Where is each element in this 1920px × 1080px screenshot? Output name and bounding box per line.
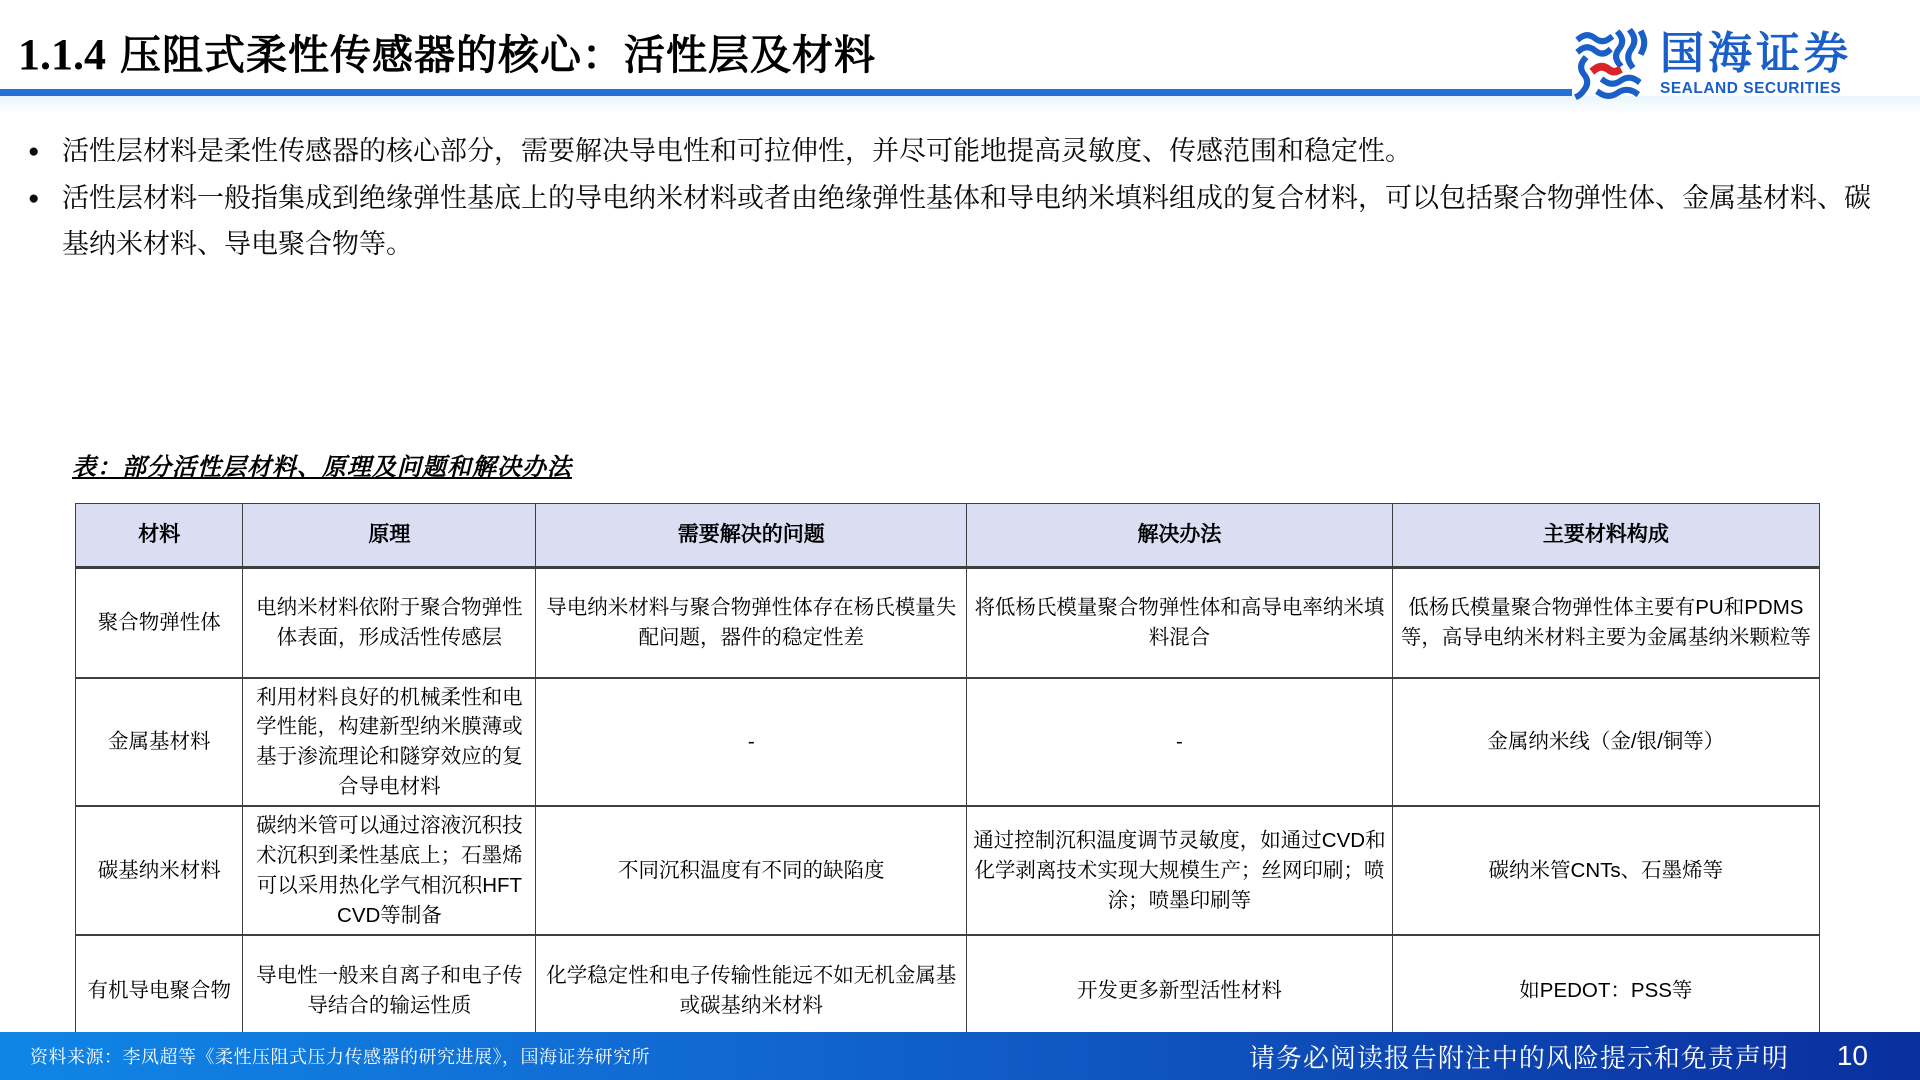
table-caption: 表：部分活性层材料、原理及问题和解决办法 — [72, 454, 572, 481]
table-row — [76, 678, 1820, 807]
sealand-logo-icon — [1572, 26, 1648, 102]
logo-wordmark — [1660, 28, 1852, 97]
bullet-text: 活性层材料一般指集成到绝缘弹性基底上的导电纳米材料或者由绝缘弹性基体和导电纳米填料组成的复合材料，可以包括聚合物弹性体、金属基材料、碳基纳米材料、导电聚合物等。 — [62, 182, 1871, 260]
table-row — [76, 935, 1820, 1045]
bullet-dot-icon: ● — [28, 187, 40, 209]
cell-problems: 化学稳定性和电子传输性能远不如无机金属基或碳基纳米材料 — [536, 935, 967, 1045]
cell-composition: 碳纳米管CNTs、石墨烯等 — [1392, 806, 1819, 935]
section-title: 压阻式柔性传感器的核心：活性层及材料 — [120, 32, 876, 78]
cell-solutions: - — [967, 678, 1393, 807]
table-header-row — [76, 504, 1820, 568]
table-row — [76, 568, 1820, 678]
column-header-problems: 需要解决的问题 — [536, 504, 967, 568]
cell-material: 聚合物弹性体 — [76, 568, 243, 678]
logo-name-en: SEALAND SECURITIES — [1660, 79, 1842, 97]
bullet-text: 活性层材料是柔性传感器的核心部分，需要解决导电性和可拉伸性，并尽可能地提高灵敏度、传感范围和稳定性。 — [62, 136, 1412, 166]
column-header-principle: 原理 — [243, 504, 536, 568]
bullet-list — [28, 128, 1882, 268]
materials-table — [75, 503, 1820, 1046]
bullet-item — [28, 128, 1882, 175]
page-title — [18, 22, 1600, 81]
cell-material: 有机导电聚合物 — [76, 935, 243, 1045]
cell-principle: 电纳米材料依附于聚合物弹性体表面，形成活性传感层 — [243, 568, 536, 678]
cell-composition: 低杨氏模量聚合物弹性体主要有PU和PDMS等，高导电纳米材料主要为金属基纳米颗粒等 — [1392, 568, 1819, 678]
cell-problems: 导电纳米材料与聚合物弹性体存在杨氏模量失配问题，器件的稳定性差 — [536, 568, 967, 678]
title-underline-rule — [0, 89, 1572, 96]
cell-solutions: 开发更多新型活性材料 — [967, 935, 1393, 1045]
bullet-item — [28, 175, 1882, 268]
cell-principle: 导电性一般来自离子和电子传导结合的输运性质 — [243, 935, 536, 1045]
column-header-material: 材料 — [76, 504, 243, 568]
cell-solutions: 通过控制沉积温度调节灵敏度，如通过CVD和化学剥离技术实现大规模生产；丝网印刷；喷涂；喷墨印刷等 — [967, 806, 1393, 935]
bullet-dot-icon: ● — [28, 141, 40, 162]
cell-problems: - — [536, 678, 967, 807]
cell-principle: 利用材料良好的机械柔性和电学性能，构建新型纳米膜薄或基于渗流理论和隧穿效应的复合导电材料 — [243, 678, 536, 807]
source-note: 资料来源：李凤超等《柔性压阻式压力传感器的研究进展》，国海证券研究所 — [30, 1047, 650, 1067]
footer-bar — [0, 1032, 1920, 1080]
cell-principle: 碳纳米管可以通过溶液沉积技术沉积到柔性基底上；石墨烯可以采用热化学气相沉积HFT CVD等制备 — [243, 806, 536, 935]
cell-material: 碳基纳米材料 — [76, 806, 243, 935]
company-logo — [1572, 26, 1852, 102]
column-header-solutions: 解决办法 — [967, 504, 1393, 568]
disclaimer-text: 请务必阅读报告附注中的风险提示和免责声明 — [1248, 1042, 1789, 1073]
page-number: 10 — [1836, 1040, 1868, 1071]
cell-composition: 如PEDOT：PSS等 — [1392, 935, 1819, 1045]
cell-problems: 不同沉积温度有不同的缺陷度 — [536, 806, 967, 935]
table-row — [76, 806, 1820, 935]
logo-name-cn: 国海证券 — [1660, 28, 1852, 78]
cell-material: 金属基材料 — [76, 678, 243, 807]
section-number: 1.1.4 — [18, 30, 106, 79]
column-header-composition: 主要材料构成 — [1392, 504, 1819, 568]
cell-solutions: 将低杨氏模量聚合物弹性体和高导电率纳米填料混合 — [967, 568, 1393, 678]
cell-composition: 金属纳米线（金/银/铜等） — [1392, 678, 1819, 807]
